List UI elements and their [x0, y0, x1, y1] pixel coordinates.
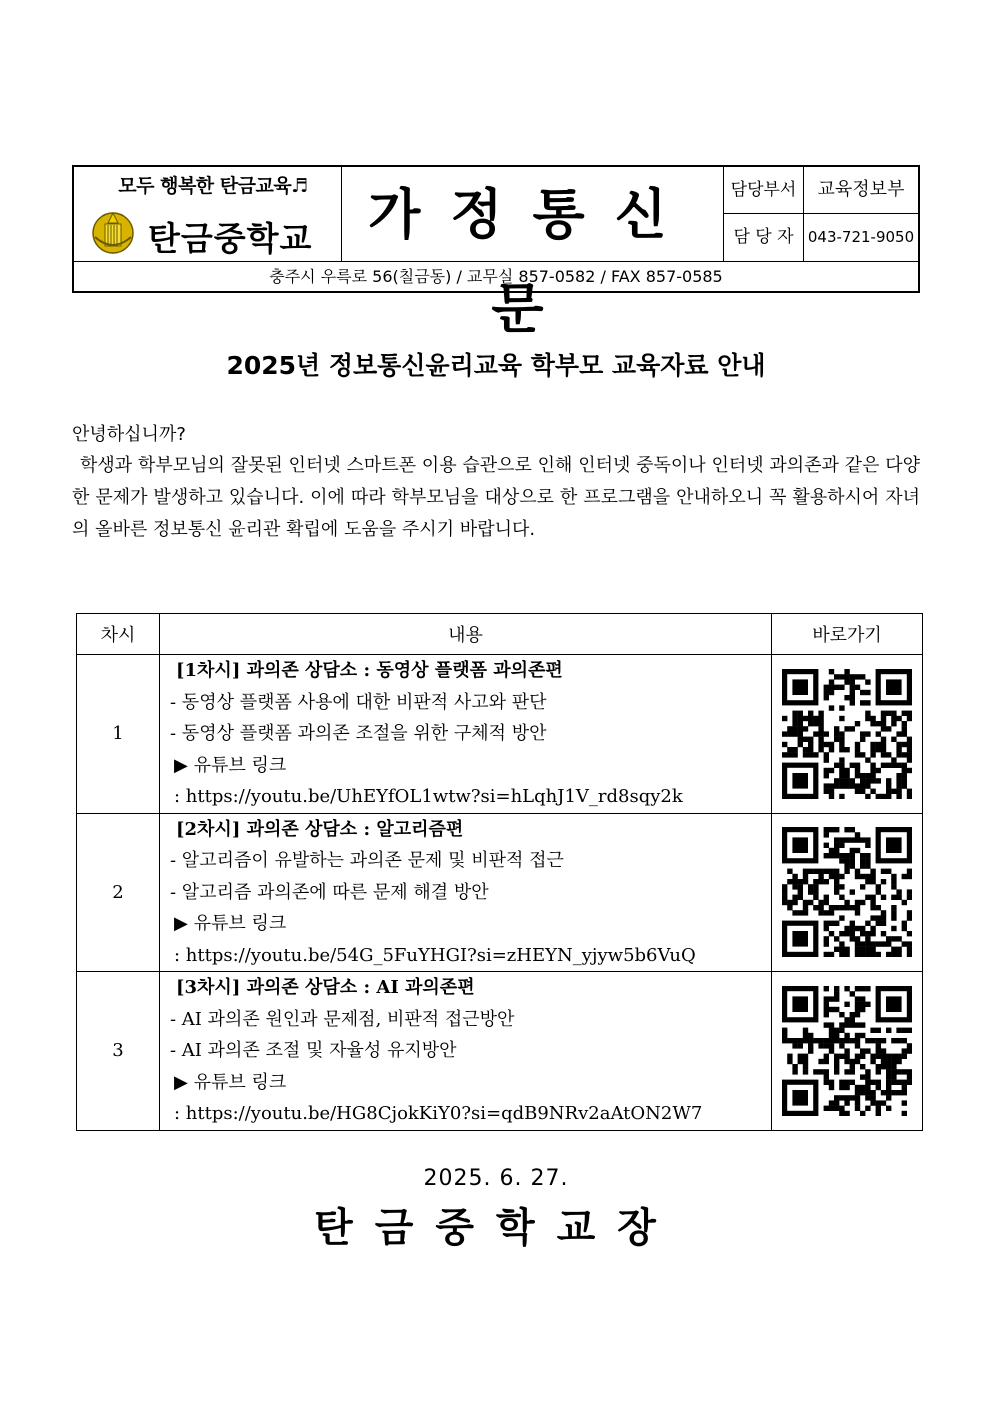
table-row [77, 813, 923, 972]
session-number: 3 [77, 972, 160, 1131]
session-number: 1 [77, 655, 160, 814]
qr-code-icon[interactable] [782, 827, 912, 957]
column-header-shortcut: 바로가기 [772, 614, 923, 655]
contact-person-label: 담 당 자 [724, 214, 804, 261]
youtube-url[interactable]: : https://youtu.be/HG8CjokKiY0?si=qdB9NRv2aAtON2W7 [174, 1103, 703, 1124]
department-value: 교육정보부 [817, 179, 905, 200]
session-content [160, 655, 772, 814]
session-number: 2 [77, 813, 160, 972]
school-brand-block [74, 167, 342, 261]
qr-cell [772, 972, 923, 1131]
youtube-link-label: ▶ 유튜브 링크 [174, 1071, 287, 1093]
school-address: 충주시 우륵로 56(칠금동) / 교무실 857-0582 / FAX 857-0585 [74, 261, 918, 291]
session-title: [1차시] 과의존 상담소 : 동영상 플랫폼 과의존편 [176, 660, 563, 681]
program-table [76, 613, 923, 1131]
session-title: [2차시] 과의존 상담소 : 알고리즘편 [176, 818, 464, 840]
qr-code-icon[interactable] [782, 986, 912, 1116]
column-header-session: 차시 [77, 614, 160, 655]
session-item: - 동영상 플랫폼 사용에 대한 비판적 사고와 판단 [170, 691, 547, 713]
table-row [77, 655, 923, 814]
youtube-link-label: ▶ 유튜브 링크 [174, 913, 287, 934]
session-content [160, 813, 772, 972]
department-row [724, 167, 918, 214]
school-slogan: 모두 행복한 탄금교육♬ [118, 175, 308, 197]
session-item: - 알고리즘 과의존에 따른 문제 해결 방안 [170, 881, 489, 903]
contact-phone: 043-721-9050 [807, 228, 915, 246]
newsletter-title: 가정통신문 [342, 167, 724, 261]
greeting: 안녕하십니까? [72, 424, 186, 445]
contact-info-block [724, 167, 918, 261]
youtube-url[interactable]: : https://youtu.be/54G_5FuYHGI?si=zHEYN_yjyw5b6VuQ [174, 944, 696, 966]
school-name: 탄금중학교 [148, 219, 313, 258]
issue-date: 2025. 6. 27. [423, 1166, 569, 1191]
qr-cell [772, 813, 923, 972]
youtube-url[interactable]: : https://youtu.be/UhEYfOL1wtw?si=hLqhJ1V_rd8sqy2k [174, 786, 683, 807]
newsletter-header [72, 165, 920, 340]
session-content [160, 972, 772, 1131]
session-title: [3차시] 과의존 상담소 : AI 과의존편 [176, 977, 475, 998]
session-item: - 알고리즘이 유발하는 과의존 문제 및 비판적 접근 [170, 850, 564, 871]
document-title: 2025년 정보통신윤리교육 학부모 교육자료 안내 [226, 351, 766, 380]
session-item: - AI 과의존 원인과 문제점, 비판적 접근방안 [170, 1008, 515, 1030]
session-item: - AI 과의존 조절 및 자율성 유지방안 [170, 1040, 457, 1061]
principal-signature: 탄금중학교장 [314, 1205, 678, 1251]
youtube-link-label: ▶ 유튜브 링크 [174, 754, 287, 776]
table-header-row [77, 614, 923, 655]
column-header-content: 내용 [160, 614, 772, 655]
table-row [77, 972, 923, 1131]
session-item: - 동영상 플랫폼 과의존 조절을 위한 구체적 방안 [170, 723, 547, 744]
qr-cell [772, 655, 923, 814]
qr-code-icon[interactable] [782, 669, 912, 799]
school-emblem-icon [90, 207, 136, 255]
contact-person-row [724, 214, 918, 261]
intro-paragraph: 학생과 학부모님의 잘못된 인터넷 스마트폰 이용 습관으로 인해 인터넷 중독이나 인터넷 과의존과 같은 다양한 문제가 발생하고 있습니다. 이에 따라 학부모님을 대상으로 한 프로그램을 안내하오니 꼭 활용하시어 자녀의 올바른 정보통신 윤리관 확립에 도움을 주시기 바랍니다. [72, 455, 920, 540]
department-label: 담당부서 [724, 167, 804, 213]
